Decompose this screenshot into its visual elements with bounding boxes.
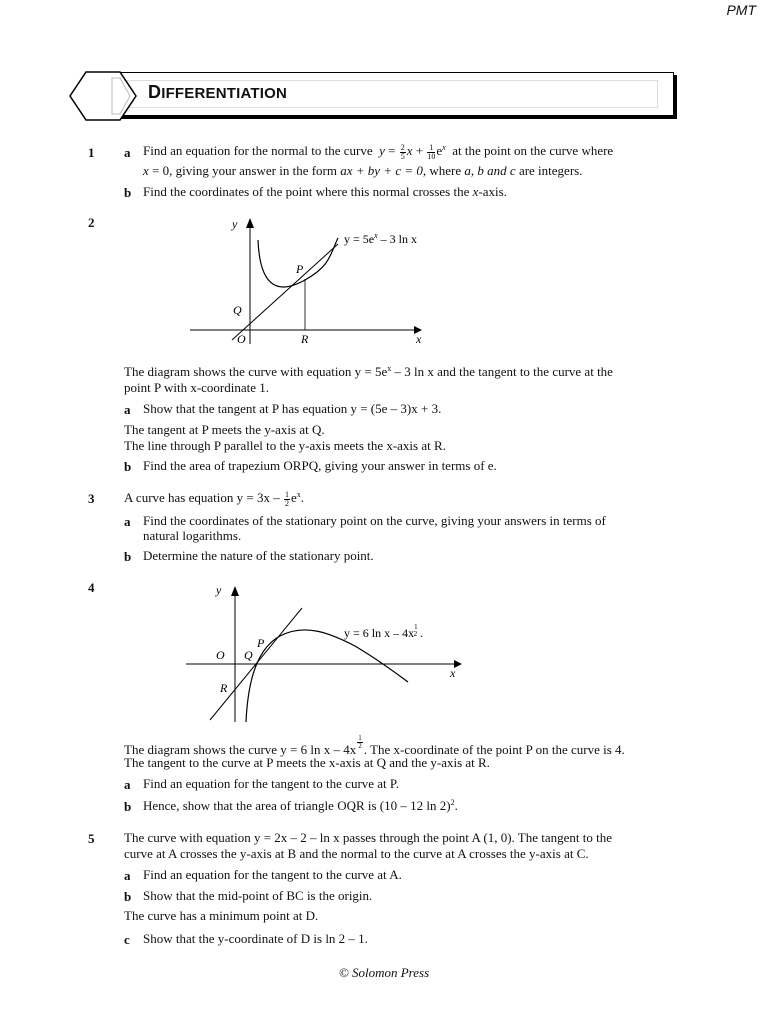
q4-eq-exp-den: 2 [413, 630, 418, 638]
q1-a-line2-text1: = 0, giving your answer in the form [148, 163, 341, 178]
question-1-number: 1 [88, 145, 95, 160]
q3-intro [124, 490, 304, 508]
q3-intro-frac-den: 2 [284, 498, 289, 508]
q2-eq-exp: x [374, 231, 378, 240]
q2-eq-main: y = 5e [344, 232, 375, 246]
q4-desc1-exp-num: 1 [358, 734, 362, 742]
title-rest: IFFERENTIATION [161, 85, 288, 102]
question-4-number: 4 [88, 580, 95, 595]
q4-eq-main: y = 6 ln x – 4x [344, 626, 415, 640]
q2-desc1-rest: – 3 ln x and the tangent to the curve at the [391, 364, 613, 379]
q5-part-b-label: b [124, 889, 132, 904]
footer-publisher: © Solomon Press [338, 965, 430, 980]
q4-part-b-text [143, 798, 458, 814]
q1-part-a-line2 [143, 163, 582, 179]
q5-part-c-text: Show that the y-coordinate of D is ln 2 – 1. [143, 931, 368, 946]
q2-description-line1 [124, 364, 613, 380]
q3-part-b-text: Determine the nature of the stationary point. [143, 548, 374, 563]
q5-intro-line1: The curve with equation y = 2x – 2 – ln x passes through the point A (1, 0). The tangent to the [124, 830, 613, 845]
q4-desc1: The diagram shows the curve y = 6 ln x – 4x [124, 742, 357, 757]
q5-intro-line2: curve at A crosses the y-axis at B and the normal to the curve at A crosses the y-axis at C. [124, 846, 589, 861]
q3-intro-frac [284, 491, 290, 508]
q4-y-label: y [216, 583, 222, 597]
q1-a-text-end: at the point on the curve where [452, 143, 614, 158]
title-first-letter: D [148, 82, 162, 102]
q1-a-eq-y: y [379, 143, 385, 158]
q4-diagram [180, 578, 480, 728]
q1-a-frac2-num: 1 [429, 142, 434, 152]
q5-part-a-text: Find an equation for the tangent to the curve at A. [143, 867, 402, 882]
q1-a-frac1-den: 5 [400, 151, 405, 161]
q1-a-eq-plus: + [412, 143, 427, 158]
q4-desc1-exp-den: 2 [358, 742, 362, 750]
q1-a-line2-text3: are integers. [515, 163, 583, 178]
q2-curve-equation [344, 231, 417, 246]
q1-a-eq-e: e [436, 143, 443, 158]
q3-intro-end: . [300, 490, 304, 505]
q2-origin-label: O [237, 332, 246, 346]
q1-part-a-line1 [143, 143, 613, 161]
q3-part-a-line1: Find the coordinates of the stationary point on the curve, giving your answers in terms of [143, 513, 606, 528]
q4-q-label: Q [244, 648, 253, 662]
q4-p-label: P [257, 636, 265, 650]
q4-part-a-text: Find an equation for the tangent to the curve at P. [143, 776, 399, 791]
q1-a-eq-sign: = [384, 143, 399, 158]
q4-desc1-exp [357, 735, 363, 750]
q2-tangent-line [232, 244, 338, 340]
q4-part-a-label: a [124, 777, 131, 792]
q1-a-frac2 [427, 144, 435, 161]
q1-a-line2-form: ax + by + c = 0 [340, 163, 423, 178]
question-2-number: 2 [88, 215, 95, 230]
q2-eq-rest: – 3 ln x [377, 232, 417, 246]
q2-part-a-text: Show that the tangent at P has equation y = (5e – 3)x + 3. [143, 401, 442, 416]
q2-part-b-text: Find the area of trapezium ORPQ, giving your answer in terms of e. [143, 458, 497, 473]
q1-part-a-label: a [124, 145, 131, 160]
q2-statement-line1: The tangent at P meets the y-axis at Q. [124, 422, 325, 437]
q2-part-a-label: a [124, 402, 131, 417]
q4-description-line2: The tangent to the curve at P meets the x-axis at Q and the y-axis at R. [124, 755, 490, 770]
q4-r-label: R [220, 681, 228, 695]
q1-part-b-label: b [124, 185, 132, 200]
q2-statement-line2: The line through P parallel to the y-axis meets the x-axis at R. [124, 438, 446, 453]
corner-label: PMT [726, 2, 756, 18]
question-3-number: 3 [88, 491, 95, 506]
q3-intro-e: e [290, 490, 297, 505]
q4-origin-label: O [216, 648, 225, 662]
q2-desc1-exp: x [387, 364, 392, 373]
q5-part-b-text: Show that the mid-point of BC is the origin. [143, 888, 373, 903]
q1-a-frac1-num: 2 [400, 142, 405, 152]
q1-b-text2: -axis. [478, 184, 507, 199]
q4-curve [246, 630, 408, 722]
q3-part-b-label: b [124, 549, 132, 564]
q4-eq-end: . [417, 626, 424, 640]
q2-description-line2: point P with x-coordinate 1. [124, 380, 270, 395]
q1-a-line2-text2: , where [422, 163, 465, 178]
q2-part-b-label: b [124, 459, 132, 474]
q5-part-a-label: a [124, 868, 131, 883]
q3-intro-frac-num: 1 [284, 489, 289, 499]
q3-intro-exp: x [296, 490, 301, 499]
q2-r-label: R [301, 332, 309, 346]
q1-a-frac1 [400, 144, 406, 161]
q4-curve-equation [344, 623, 423, 640]
q1-a-eq-exp: x [442, 143, 446, 152]
q2-x-label: x [416, 332, 422, 346]
q3-intro1: A curve has equation y = 3x – [124, 490, 283, 505]
q4-b-text1: Hence, show that the area of triangle OQR is (10 – 12 ln 2) [143, 798, 451, 813]
q4-b-text2: . [454, 798, 458, 813]
q2-p-label: P [296, 262, 304, 276]
q4-part-b-label: b [124, 799, 132, 814]
q5-part-c-label: c [124, 932, 130, 947]
q1-a-line2-vars: a, b and c [464, 163, 516, 178]
q2-diagram [180, 210, 450, 350]
q1-b-var: x [472, 184, 479, 199]
q3-part-a-line2: natural logarithms. [143, 528, 242, 543]
q1-a-line2-x: x [143, 163, 149, 178]
q4-x-label: x [450, 666, 456, 680]
q1-part-b-text [143, 184, 507, 200]
q2-y-axis-arrow-icon [246, 218, 254, 228]
q2-q-label: Q [233, 303, 242, 317]
q1-a-frac2-den: 10 [427, 151, 436, 161]
q4-desc1-rest: . The x-coordinate of the point P on the curve is 4. [363, 742, 625, 757]
q5-statement: The curve has a minimum point at D. [124, 908, 319, 923]
hexagon-emblem-icon [68, 70, 138, 122]
q1-a-eq-x: x [406, 143, 413, 158]
q2-desc1: The diagram shows the curve with equation y = 5e [124, 364, 388, 379]
q4-y-axis-arrow-icon [231, 586, 239, 596]
q1-a-text-start: Find an equation for the normal to the curve [143, 143, 373, 158]
q2-y-label: y [232, 217, 238, 231]
q3-part-a-label: a [124, 514, 131, 529]
page-title [148, 82, 287, 103]
q4-b-exp: 2 [450, 798, 455, 807]
question-5-number: 5 [88, 831, 95, 846]
q4-eq-exp-num: 1 [414, 623, 418, 631]
q1-b-text1: Find the coordinates of the point where this normal crosses the [143, 184, 473, 199]
